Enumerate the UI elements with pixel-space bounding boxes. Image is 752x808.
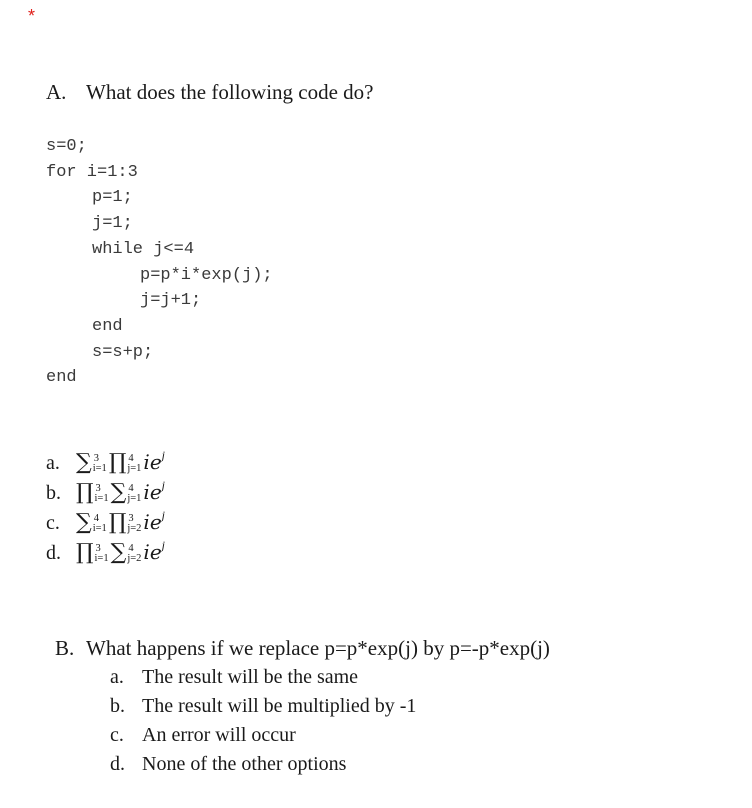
lower-limit: i=1 [92, 523, 107, 535]
limits-outer [95, 484, 109, 504]
option-a-item [46, 510, 165, 535]
term: ie [143, 510, 162, 534]
question-b [55, 636, 550, 661]
operator-outer: ∑ [76, 450, 92, 475]
option-label: a. [46, 452, 60, 474]
option-label: c. [46, 512, 60, 534]
exponent: j [161, 508, 165, 523]
upper-limit: 4 [93, 513, 99, 525]
option-b-item [110, 724, 296, 747]
question-a-label: A. [46, 80, 67, 104]
code-line: p=p*i*exp(j); [140, 265, 273, 285]
question-b-label: B. [55, 636, 75, 660]
code-line: p=1; [92, 188, 133, 208]
code-line: s=s+p; [92, 342, 154, 362]
lower-limit: j=2 [127, 523, 142, 535]
exponent: j [161, 448, 165, 463]
limits-inner [127, 484, 141, 504]
option-label: c. [110, 724, 124, 746]
option-text: An error will occur [142, 724, 296, 746]
limits-outer [93, 454, 107, 474]
code-line: for i=1:3 [46, 162, 138, 182]
question-a-text: What does the following code do? [86, 80, 374, 104]
upper-limit: 3 [128, 513, 134, 525]
limits-inner [127, 544, 141, 564]
option-a-item [46, 450, 165, 475]
question-b-text: What happens if we replace p=p*exp(j) by p=-p*exp(j) [86, 636, 550, 660]
operator-outer: ∑ [76, 510, 92, 535]
upper-limit: 3 [95, 543, 101, 555]
term: ie [143, 480, 162, 504]
option-text: The result will be multiplied by -1 [142, 695, 417, 717]
upper-limit: 3 [93, 453, 99, 465]
term: ie [143, 450, 162, 474]
option-a-item [46, 480, 165, 505]
operator-outer: ∏ [76, 480, 94, 505]
option-text: None of the other options [142, 753, 347, 775]
code-line: while j<=4 [92, 239, 195, 259]
option-text: The result will be the same [142, 666, 359, 688]
option-label: b. [110, 695, 125, 717]
option-label: d. [46, 542, 61, 564]
operator-outer: ∏ [76, 540, 94, 565]
limits-outer [93, 514, 107, 534]
exponent: j [161, 478, 165, 493]
option-a-item [46, 540, 165, 565]
option-b-item [110, 666, 358, 689]
code-line: j=1; [92, 214, 133, 234]
lower-limit: i=1 [94, 493, 109, 505]
limits-inner [127, 454, 141, 474]
option-label: b. [46, 482, 61, 504]
required-marker: * [28, 6, 36, 26]
upper-limit: 4 [128, 453, 134, 465]
operator-inner: ∑ [110, 540, 127, 565]
lower-limit: j=1 [127, 463, 142, 475]
exponent: j [161, 538, 165, 553]
lower-limit: i=1 [94, 553, 109, 565]
term: ie [143, 540, 162, 564]
code-line: end [92, 316, 123, 336]
code-line: end [46, 368, 77, 388]
operator-inner: ∏ [108, 450, 127, 475]
operator-inner: ∏ [108, 510, 127, 535]
question-a [46, 80, 374, 105]
limits-inner [127, 514, 141, 534]
option-b-item [110, 753, 346, 776]
lower-limit: j=2 [127, 553, 142, 565]
option-label: a. [110, 666, 124, 688]
limits-outer [95, 544, 109, 564]
option-b-item [110, 695, 416, 718]
operator-inner: ∑ [110, 480, 127, 505]
code-line: j=j+1; [140, 291, 202, 311]
lower-limit: j=1 [127, 493, 142, 505]
code-line: s=0; [46, 137, 87, 156]
lower-limit: i=1 [92, 463, 107, 475]
upper-limit: 4 [128, 543, 134, 555]
upper-limit: 3 [95, 483, 101, 495]
option-label: d. [110, 753, 125, 775]
upper-limit: 4 [128, 483, 134, 495]
